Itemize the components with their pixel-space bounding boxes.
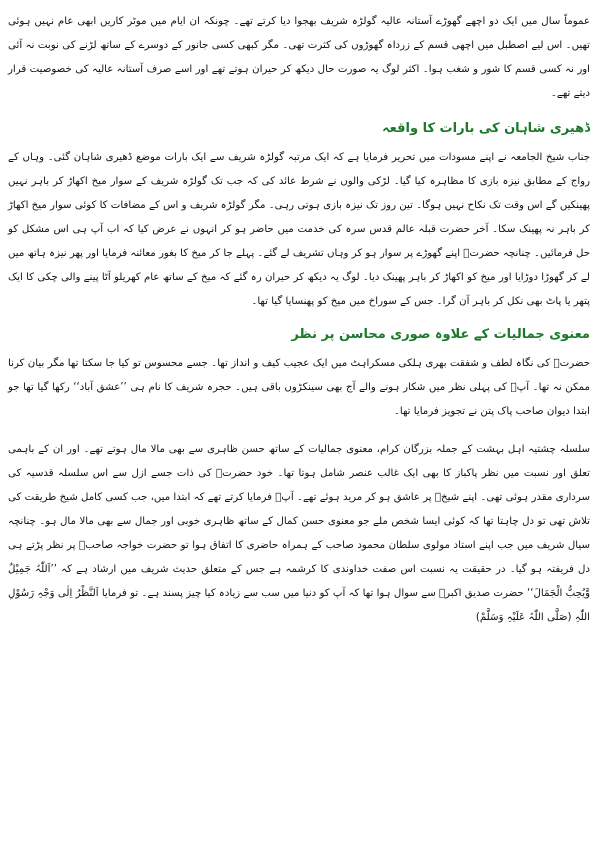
heading-dheri-shahan: ڈھیری شاہان کی بارات کا واقعہ [382, 121, 590, 136]
paragraph-gaze: حضرتؒ کی نگاہ لطف و شفقت بھری ہلکی مسکراہٹ میں ایک عجیب کیف و انداز تھا۔ جسے محسوس تو کیا جا سکتا تھا مگر بیان کرنا ممکن نہ تھا۔ آپؒ کی پہلی نظر میں شکار ہونے والے آج بھی سینکڑوں باقی ہیں۔ حجرہ شریف کا نام ہی ’’عشق آباد‘‘ رکھا گیا تھا جو ابتدا دیوان صاحب پاک پتن نے تجویز فرمایا تھا۔ [8, 358, 590, 417]
paragraph-chishtiya: سلسلہ چشتیہ اہل بہشت کے جملہ بزرگان کرام، معنوی جمالیات کے ساتھ حسن ظاہری سے بھی مالا مال ہوتے تھے۔ اور ان کے باہمی تعلق اور نسبت میں نظر پاکباز کا بھی ایک غالب عنصر شامل ہوتا تھا۔ خود حضرتؒ کی ذات جسے ازل سے اس سلسلہ قدسیہ کی سرداری مقدر ہوئی تھی۔ اپنے شیخؒ پر عاشق ہو کر مرید ہوئے تھے۔ آپؒ فرمایا کرتے تھے کہ ابتدا میں، جب کسی کامل شیخ طریقت کی تلاش تھی تو دل چاہتا تھا کہ کوئی ایسا شخص ملے جو معنوی حسن کمال کے ساتھ ظاہری خوبی اور جمال سے بھی مالا مال ہو۔ چنانچہ سیال شریف میں جب اپنے استاد مولوی سلطان محمود صاحب کے ہمراہ حاضری کا اتفاق ہوا تو حضرت خواجہ صاحبؒ پر نظر پڑتے ہی دل فریفتہ ہو گیا۔ در حقیقت یہ نسبت اس صفت خداوندی کا کرشمہ ہے جس کے متعلق حدیث شریف میں ارشاد ہے کہ ’’اَللّٰہُ جَمِیْلٌ وَّیُحِبُّ الْجَمَالَ‘‘ حضرت صدیق اکبرؓ سے سوال ہوا تھا کہ آپ کو دنیا میں سب سے زیادہ کیا چیز پسند ہے۔ تو فرمایا اَلنَّظْرُ اِلٰی وَجْہِ رَسُوْلِ اللّٰہِ (صَلَّی اللّٰہُ عَلَیْہِ وَسَلَّمْ) [8, 444, 590, 623]
paragraph-horses: عموماً سال میں ایک دو اچھے گھوڑے آستانہ عالیہ گولڑہ شریف بھجوا دیا کرتے تھے۔ چونکہ ان ایام میں موٹر کاریں ابھی عام نہیں ہوئی تھیں۔ اس لیے اصطبل میں اچھی قسم کے زرداہ گھوڑوں کی کثرت تھی۔ مگر کبھی کسی جانور کے دوسرے کے ساتھ لڑنے کی نوبت نہ آئی اور نہ کسی قسم کا شور و شغب ہوا۔ اکثر لوگ یہ صورت حال دیکھ کر حیران ہوتے تھے اور اسے صرف آستانہ عالیہ کی خصوصیت قرار دیتے تھے۔ [8, 16, 590, 99]
paragraph-dheri-shahan: جناب شیخ الجامعہ نے اپنے مسودات میں تحریر فرمایا ہے کہ ایک مرتبہ گولڑہ شریف سے ایک بارات موضع ڈھیری شاہان گئی۔ وہاں کے رواج کے مطابق نیزہ بازی کا مظاہرہ کیا گیا۔ لڑکی والوں نے شرط عائد کی کہ جب تک گولڑہ شریف کے سوار میخ اکھاڑ کر باہر نہیں پھینکیں گے اس وقت تک نکاح نہیں ہوگا۔ تین روز تک نیزہ بازی ہوتی رہی۔ مگر گولڑہ شریف و اس کے مضافات کا کوئی سوار میخ اکھاڑ کر باہر نہ پھینک سکا۔ آخر حضرت قبلہ عالم قدس سرہ کی خدمت میں حاضر ہو کر انہوں نے عرض کیا کہ اب آپ ہی اس مشکل کو حل فرمائیں۔ چنانچہ حضرتؒ اپنے گھوڑے پر سوار ہو کر وہاں تشریف لے گئے۔ پہلے جا کر میخ کا بغور معائنہ فرمایا اور پھر نیزہ ہاتھ میں لے کر گھوڑا دوڑایا اور میخ کو اکھاڑ کر باہر پھینک دیا۔ لوگ یہ دیکھ کر حیران رہ گئے کہ میخ کے ساتھ عام کھریلو آٹا پینے والی چکی کا ایک پتھر یا پاٹ بھی نکل کر باہر آن گرا۔ جس کے سوراخ میں میخ کو پھنسایا گیا تھا۔ [8, 152, 590, 307]
heading-aesthetics: معنوی جمالیات کے علاوہ صوری محاسن پر نظر [291, 327, 590, 342]
